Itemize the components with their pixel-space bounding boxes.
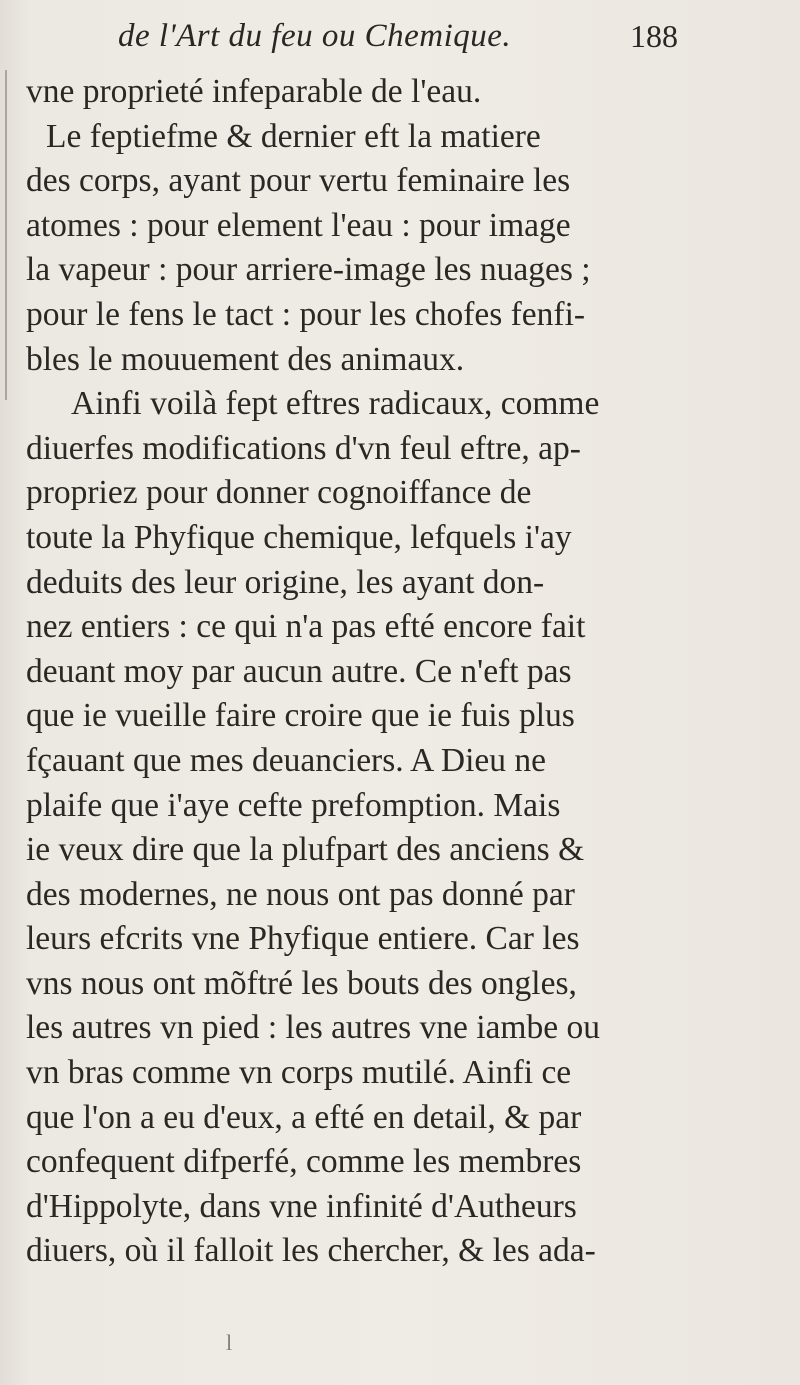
text-line: des corps, ayant pour vertu feminaire les <box>26 162 571 200</box>
text-line: atomes : pour element l'eau : pour image <box>26 206 571 244</box>
text-line: ie veux dire que la plufpart des anciens & <box>26 831 585 869</box>
text-line: pour le fens le tact : pour les chofes fenfi- <box>26 295 586 333</box>
text-line: Ainfi voilà fept eftres radicaux, comme <box>71 385 600 423</box>
gutter-edge <box>5 70 7 400</box>
text-line: leurs efcrits vne Phyfique entiere. Car les <box>26 920 580 958</box>
text-line: vns nous ont mõftré les bouts des ongles, <box>26 964 577 1002</box>
text-line: deuant moy par aucun autre. Ce n'eft pas <box>26 652 572 690</box>
text-line: diuerfes modifications d'vn feul eftre, ap- <box>26 429 581 467</box>
text-line: toute la Phyfique chemique, lefquels i'ay <box>26 518 572 556</box>
text-line: diuers, où il falloit les chercher, & les ada- <box>26 1232 596 1270</box>
text-line: propriez pour donner cognoiffance de <box>26 474 532 512</box>
text-line: des modernes, ne nous ont pas donné par <box>26 875 575 913</box>
text-line: que l'on a eu d'eux, a efté en detail, & par <box>26 1098 582 1136</box>
text-line: que ie vueille faire croire que ie fuis plus <box>26 697 575 735</box>
text-line: bles le mouuement des animaux. <box>26 340 465 378</box>
footer-mark: l <box>226 1330 233 1355</box>
text-line: les autres vn pied : les autres vne iambe ou <box>26 1009 600 1047</box>
text-line: fçauant que mes deuanciers. A Dieu ne <box>26 741 546 779</box>
body-text <box>26 70 726 1274</box>
page-number: 188 <box>630 18 678 54</box>
text-line: la vapeur : pour arriere-image les nuages ; <box>26 251 591 289</box>
text-line: d'Hippolyte, dans vne infinité d'Autheurs <box>26 1187 577 1225</box>
page-header <box>118 12 678 62</box>
text-line: plaife que i'aye cefte prefomption. Mais <box>26 786 561 824</box>
text-line: nez entiers : ce qui n'a pas efté encore fait <box>26 608 586 646</box>
text-line: deduits des leur origine, les ayant don- <box>26 563 545 601</box>
text-line: Le feptiefme & dernier eft la matiere <box>46 117 541 155</box>
text-line: confequent difperfé, comme les membres <box>26 1143 582 1181</box>
text-line: vn bras comme vn corps mutilé. Ainfi ce <box>26 1054 572 1092</box>
running-head: de l'Art du feu ou Chemique. <box>118 18 512 54</box>
text-line: vne proprieté infeparable de l'eau. <box>26 73 482 110</box>
